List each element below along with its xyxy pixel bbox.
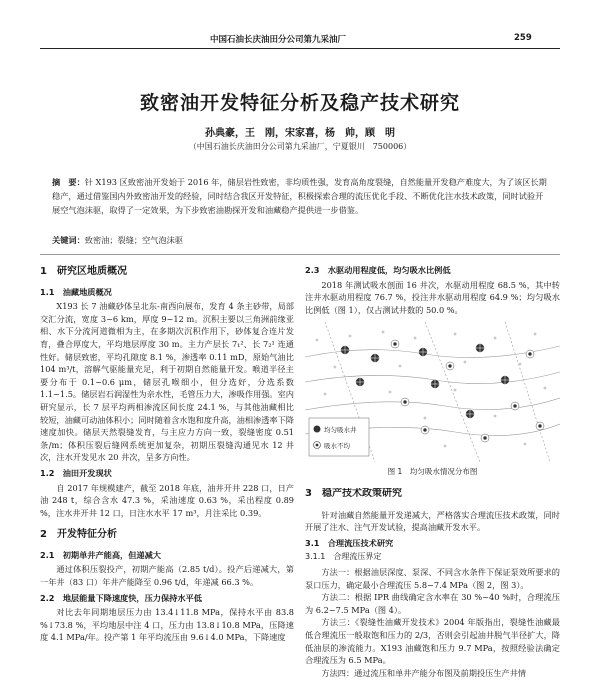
well-uneven xyxy=(511,402,519,410)
keywords xyxy=(52,233,548,247)
right-column-top xyxy=(305,264,560,316)
well-uneven xyxy=(481,434,489,442)
section-2-1-heading: 2.1 初期单井产能高，但递减大 xyxy=(40,549,161,560)
section-1-2-heading: 1.2 油田开发现状 xyxy=(40,467,112,478)
well-even xyxy=(431,380,439,388)
well-even xyxy=(356,378,364,386)
abstract-text: 针 X193 区致密油开发始于 2016 年，储层岩性致密，非均质性强，发育高角度裂缝，自然能量开发稳产难度大，为了该区长期稳产，通过借鉴国内外致密油开发的经验，同时结合我区开发特征，积极探索合理的流压优化手段、不断优化注水技术政策，同时试验开展空气泡沫驱，取得了一定效果，为下步致密油勘探开发和油藏稳产提供进一步借鉴。 xyxy=(52,177,547,215)
section-3-intro: 针对油藏自然能量开发递减大，严格落实合理流压技术政策，同时开展了注水、注气开发试验，提高油藏开发水平。 xyxy=(305,509,560,533)
method-2: 方法二：根据 IPR 曲线确定含水率在 30 %~40 %时，合理流压为 6.2~7.5 MPa（图 4）。 xyxy=(305,592,560,615)
section-1-1-heading: 1.1 油藏地质概况 xyxy=(40,286,112,297)
keywords-label: 关键词： xyxy=(52,235,85,245)
section-3-1-heading: 3.1 合理流压技术研究 xyxy=(305,537,394,548)
abstract-label: 摘 要： xyxy=(52,177,85,187)
well-uneven xyxy=(421,426,429,434)
well-even xyxy=(501,376,509,384)
section-2-2-text: 对比去年同期地层压力由 13.4↓11.8 MPa，保持水平由 83.8 %↓73.8 %，平均地层中注 4 口，压力由 13.8↓10.8 MPa，压降速度 4.1 MPa/年。投产第 1 年平均流压由 9.6↓4.0 MPa，下降速度 xyxy=(40,607,294,643)
well-even xyxy=(371,354,379,362)
figure-1-map xyxy=(305,322,560,462)
method-4-partial: 方法四：通过流压和单井产能分布图及前期投压生产井情 xyxy=(321,667,527,678)
section-1-heading: 1 研究区地质概况 xyxy=(40,266,127,277)
figure-1-caption: 图 1 均匀吸水情况分布图 xyxy=(387,467,478,476)
legend-even-symbol xyxy=(314,426,321,433)
section-2-2-heading: 2.2 地层能量下降速度快，压力保持水平低 xyxy=(40,592,202,603)
figure-legend xyxy=(309,418,369,456)
legend-even-label: 均匀吸水井 xyxy=(324,426,357,434)
well-uneven xyxy=(401,398,409,406)
affiliation: （中国石油长庆油田分公司第九采油厂，宁夏银川 750006） xyxy=(188,142,412,151)
section-1-2-text: 自 2017 年规模建产，截至 2018 年底，油井开井 228 口，日产油 248 t，综合含水 47.3 %，采油速度 0.63 %，采出程度 0.89 %，注水井开井 12 口，日注水水平 17 m³，月注采比 0.39。 xyxy=(40,482,294,518)
well-uneven xyxy=(526,350,534,358)
section-3-heading: 3 稳产技术政策研究 xyxy=(305,488,402,499)
well-even xyxy=(466,410,474,418)
left-column xyxy=(40,264,294,692)
well-uneven xyxy=(536,422,544,430)
well-uneven xyxy=(446,362,454,370)
method-3: 方法三：《裂缝性油藏开发技术》2004 年版指出，裂缝性油藏最低合理流压一般取饱和压力的 2/3，否则会引起油井脱气半径扩大，降低油层的渗流能力。X193 油藏饱和压力 9.7 MPa，按照经验法确定合理流压为 6.5 MPa。 xyxy=(305,617,560,666)
method-1: 方法一：根据油层深度、泵深、不同含水条件下保证泵效所要求的泵口压力，确定最小合理流压 5.8~7.4 MPa（图 2，图 3）。 xyxy=(305,566,560,590)
keywords-text: 致密油；裂缝；空气泡沫驱 xyxy=(84,235,184,245)
section-2-heading: 2 开发特征分析 xyxy=(40,529,117,541)
running-header-journal: 中国石油长庆油田分公司第九采油厂 xyxy=(210,35,347,45)
section-2-3-heading: 2.3 水驱动用程度低，均匀吸水比例低 xyxy=(305,265,451,275)
section-3-1-1-heading: 3.1.1 合理流压界定 xyxy=(305,552,382,562)
well-even xyxy=(341,346,349,354)
authors: 孙典豪，王 刚，宋家喜，杨 帅，顾 明 xyxy=(205,128,395,139)
paper-title: 致密油开发特征分析及稳产技术研究 xyxy=(139,92,460,114)
well-even xyxy=(476,344,484,352)
section-2-1-text: 通过体积压裂投产，初期产能高（2.85 t/d）。投产后递减大，第一年井（83 口）年井产能降至 0.96 t/d，年递减 66.3 %。 xyxy=(40,564,294,588)
right-column-bottom xyxy=(305,488,560,693)
well-even xyxy=(419,348,427,356)
abstract-rule xyxy=(40,254,560,255)
page-number: 259 xyxy=(514,33,532,43)
well-uneven xyxy=(391,340,399,348)
section-2-3-text: 2018 年测试吸水剖面 16 井次，水驱动用程度 68.5 %，其中转注井水驱动用程度 76.7 %，投注井水驱动用程度 64.9 %；均匀吸水比例低（图 1），仅占测试井数的 50.0 %。 xyxy=(305,279,560,315)
abstract xyxy=(52,175,548,217)
legend-uneven-label: 吸水不均 xyxy=(324,442,350,450)
section-1-1-text: X193 长 7 油藏砂体呈北东-南西向展布，发育 4 条主砂带，局部交汇分流，宽度 3~6 km，厚度 9~12 m。沉积主要以三角洲前缘亚相、水下分流河道微相为主，在多期次沉积作用下，砂体复合连片发育，叠合厚度大，平均地层厚度 30 m。主力产层长 7₁²、长 7₂¹ 连通性好。储层致密，平均孔隙度 8.1 %，渗透率 0.11 mD，原始气油比 104 m³/t，溶解气驱能量充足，利于初期自然能量开发。喉道半径主要分布于 0.1~0.6 μm，储层孔喉细小，但分选好，分选系数 1.1~1.5。储层岩石润湿性为亲水性，毛管压力大，渗吸作用强。室内研究显示，长 7 层平均两相渗流区间长度 24.1 %，与其他油藏相比较短，油藏可动油体积小；同时随着含水饱和度升高，油相渗透率下降速度加快。储层天然裂缝发育，与主应力方向一致，裂缝密度 0.51 条/m；体积压裂后缝网系统更加复杂，初期压裂缝沟通见水 12 井次，注水开发见水 20 井次，呈多方向性。 xyxy=(40,301,294,463)
header-rule xyxy=(40,48,560,49)
